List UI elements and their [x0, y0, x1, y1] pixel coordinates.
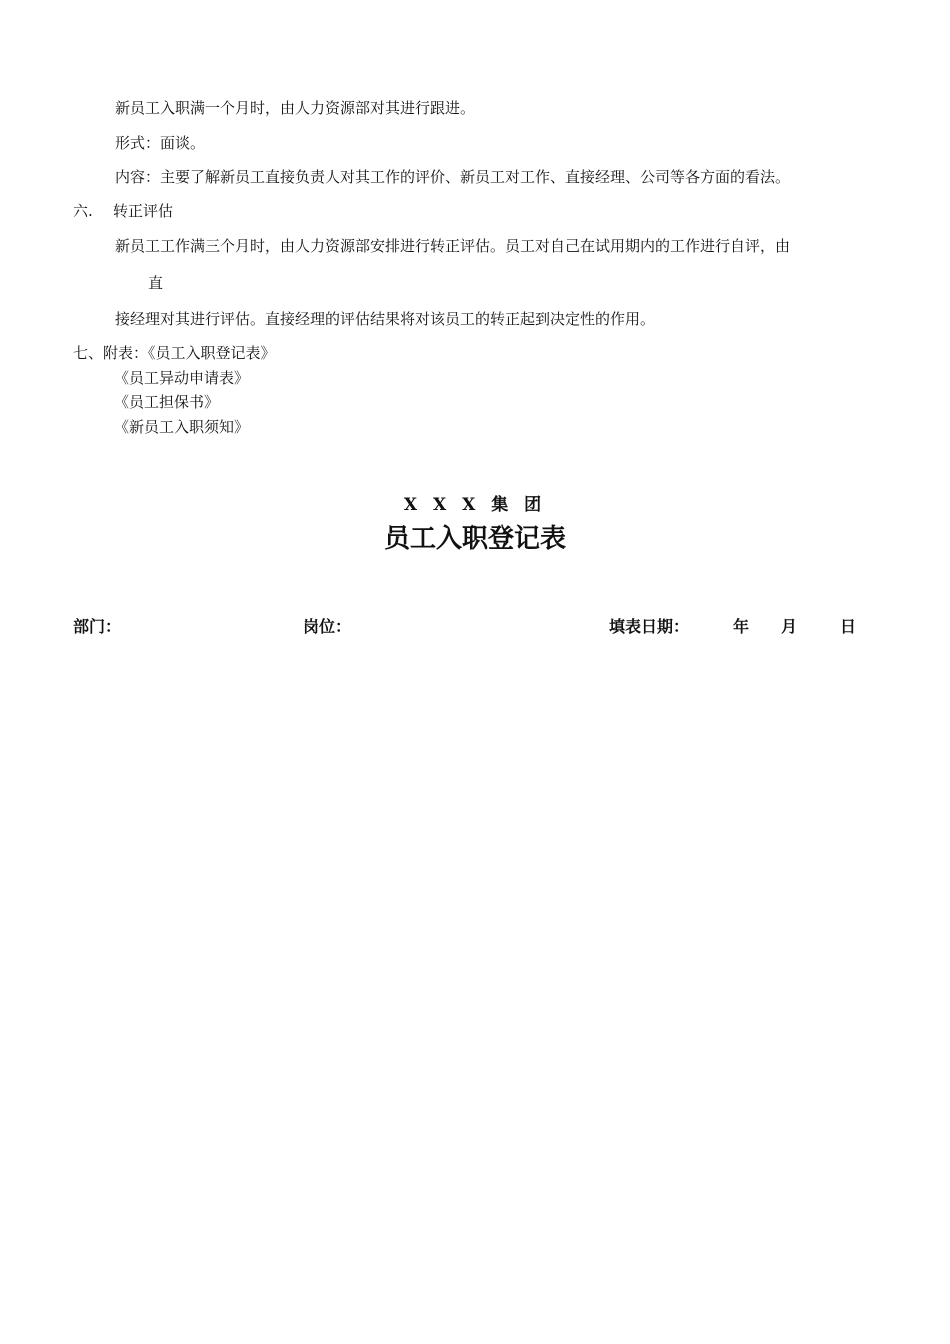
- attachment-item: 《新员工入职须知》: [114, 418, 250, 436]
- form-title: 员工入职登记表: [383, 524, 566, 554]
- company-name: X X X 集 团: [403, 495, 547, 515]
- date-month: 月: [781, 617, 798, 636]
- section6-number: 六.: [73, 202, 93, 220]
- follow-up-content: 内容：主要了解新员工直接负责人对其工作的评价、新员工对工作、直接经理、公司等各方面的看法。: [115, 168, 791, 186]
- section7-line: 七、附表：《员工入职登记表》: [73, 344, 276, 362]
- attachment-item: 《员工异动申请表》: [114, 369, 250, 387]
- attachment-item: 《员工担保书》: [114, 393, 220, 411]
- date-label: 填表日期：: [609, 617, 690, 636]
- follow-up-form: 形式：面谈。: [115, 134, 206, 152]
- section6-line-2: 直: [148, 274, 164, 292]
- date-day: 日: [840, 617, 857, 636]
- follow-up-intro: 新员工入职满一个月时，由人力资源部对其进行跟进。: [115, 99, 476, 117]
- department-label: 部门：: [73, 617, 122, 636]
- section6-line-3: 接经理对其进行评估。直接经理的评估结果将对该员工的转正起到决定性的作用。: [115, 310, 656, 328]
- section6-title: 转正评估: [113, 202, 174, 220]
- section6-line-1: 新员工工作满三个月时，由人力资源部安排进行转正评估。员工对自己在试用期内的工作进行自评，由: [115, 237, 791, 255]
- date-year: 年: [733, 617, 750, 636]
- position-label: 岗位：: [303, 617, 352, 636]
